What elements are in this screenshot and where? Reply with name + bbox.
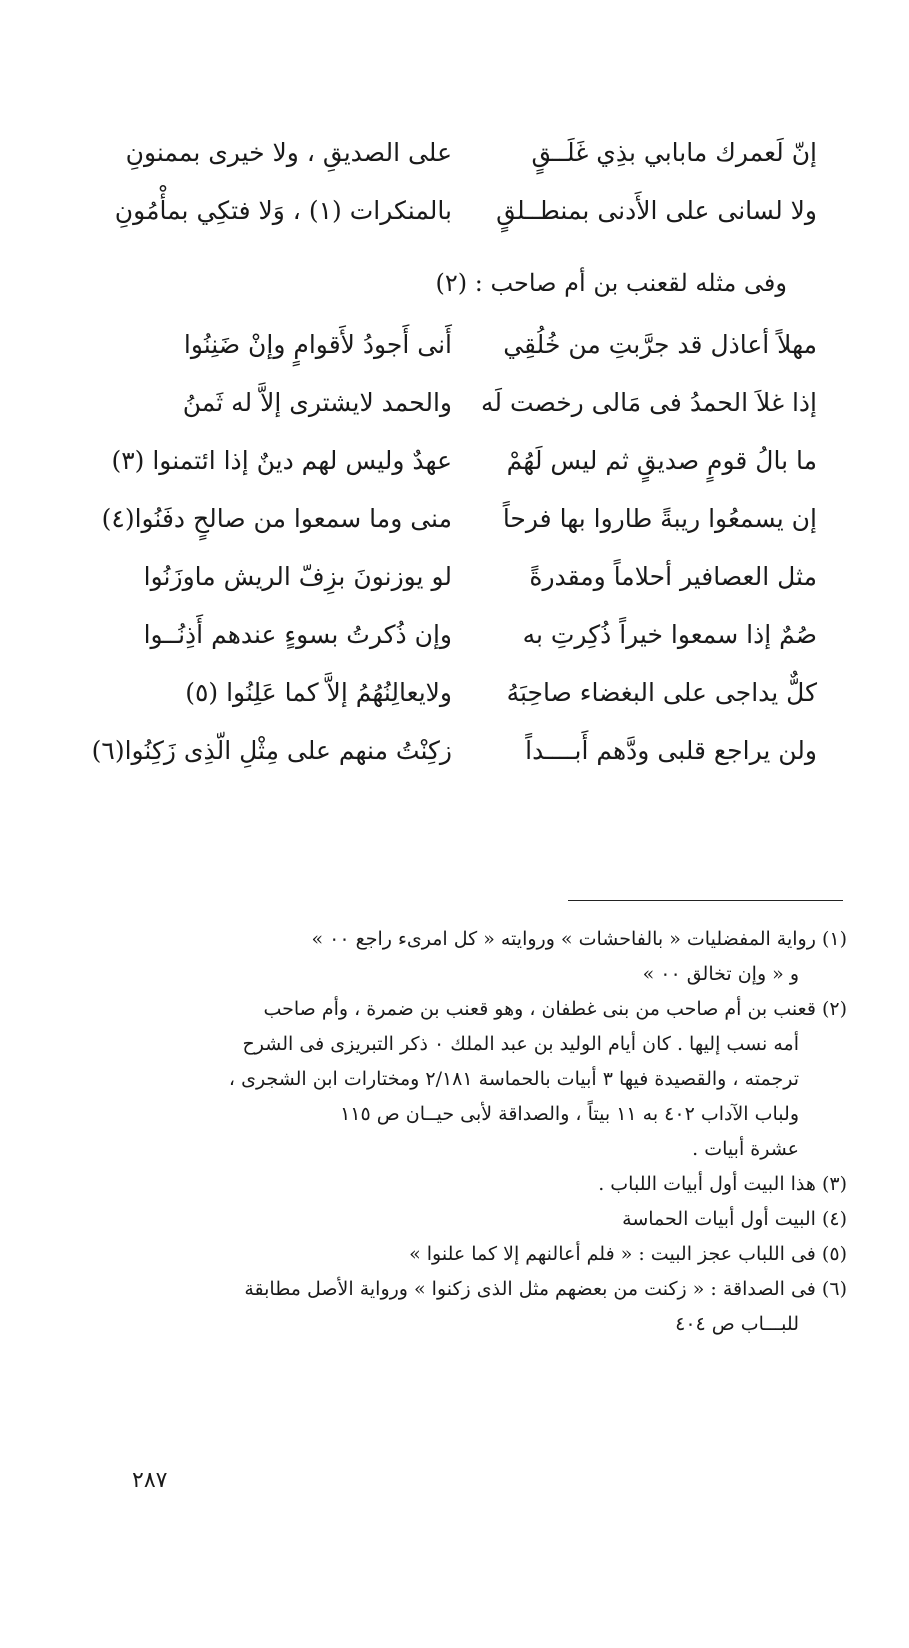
intro-line: وفى مثله لقعنب بن أم صاحب : (٢) (435, 269, 787, 297)
verse-row (87, 432, 817, 490)
footnote-separator-rule (568, 900, 843, 901)
verse-second-hemistich: بالمنكرات (١) ، وَلا فتكِي بمأْمُونِ (114, 196, 452, 225)
verse-second-hemistich: عهدٌ وليس لهم دينٌ إذا ائتمنوا (٣) (111, 446, 452, 475)
footnote-line: (٦) فى الصداقة : « زكنت من بعضهم مثل الذى زكنوا » ورواية الأصل مطابقة (244, 1278, 847, 1300)
verse-second-hemistich: منى وما سمعوا من صالحٍ دفَنُوا(٤) (101, 504, 452, 533)
footnote-2 (87, 992, 847, 1167)
footnote-line: و « وإن تخالق ٠٠ » (642, 963, 799, 985)
footnotes-block (87, 922, 847, 1342)
verse-row (87, 124, 817, 182)
verse-row (87, 490, 817, 548)
poem-top-block (87, 124, 817, 240)
verse-first-hemistich: إن يسمعُوا ريبةً طاروا بها فرحاً (502, 504, 817, 533)
verse-row (87, 316, 817, 374)
footnote-1 (87, 922, 847, 992)
verse-first-hemistich: كلٌّ يداجى على البغضاء صاحِبَهُ (506, 678, 817, 707)
footnote-line: (٣) هذا البيت أول أبيات اللباب . (598, 1173, 847, 1195)
verse-second-hemistich: زكِنْتُ منهم على مِثْلِ الّذِى زَكِنُوا(٦) (91, 736, 452, 765)
footnote-line: (٤) البيت أول أبيات الحماسة (622, 1208, 847, 1230)
footnote-4 (87, 1202, 847, 1237)
verse-first-hemistich: صُمٌ إذا سمعوا خيراً ذُكِرتِ به (522, 620, 817, 649)
verse-second-hemistich: أَنى أَجودُ لأَقوامٍ وإنْ ضَنِنُوا (183, 330, 452, 359)
verse-row (87, 374, 817, 432)
footnote-3 (87, 1167, 847, 1202)
verse-row (87, 548, 817, 606)
verse-second-hemistich: وإن ذُكرتُ بسوءٍ عندهم أَذِنُــوا (143, 620, 452, 649)
footnote-line: (١) رواية المفضليات « بالفاحشات » وروايته « كل امرىء راجع ٠٠ » (311, 928, 847, 950)
verse-first-hemistich: مثل العصافير أحلاماً ومقدرةً (529, 562, 817, 591)
footnote-line: ترجمته ، والقصيدة فيها ٣ أبيات بالحماسة ٢/١٨١ ومختارات ابن الشجرى ، (228, 1068, 799, 1090)
verse-second-hemistich: لو يوزنونَ بزِفّ الريش ماوزَنُوا (143, 562, 452, 591)
verse-first-hemistich: إنّ لَعمرك مابابي بذِي غَلَــقٍ (531, 138, 817, 167)
footnote-line: (٢) قعنب بن أم صاحب من بنى غطفان ، وهو قعنب بن ضمرة ، وأم صاحب (263, 998, 847, 1020)
verse-row (87, 722, 817, 780)
verse-row (87, 664, 817, 722)
footnote-line: عشرة أبيات . (692, 1138, 799, 1160)
page-number: ٢٨٧ (132, 1468, 168, 1493)
footnote-line: أمه نسب إليها . كان أيام الوليد بن عبد الملك ٠ ذكر التبريزى فى الشرح (242, 1033, 799, 1055)
verse-second-hemistich: ولايعالِنُهُمُ إلاَّ كما عَلِنُوا (٥) (185, 678, 452, 707)
verse-second-hemistich: على الصديقِ ، ولا خيرى بممنونِ (125, 138, 452, 167)
verse-row (87, 182, 817, 240)
footnote-line: ولباب الآداب ٤٠٢ به ١١ بيتاً ، والصداقة لأبى حيــان ص ١١٥ (340, 1103, 799, 1125)
footnote-6 (87, 1272, 847, 1342)
footnote-line: للبـــاب ص ٤٠٤ (675, 1313, 799, 1335)
verse-row (87, 606, 817, 664)
footnote-line: (٥) فى اللباب عجز البيت : « فلم أعالنهم إلا كما علنوا » (409, 1243, 847, 1265)
verse-second-hemistich: والحمد لايشترى إلاَّ له ثَمنُ (182, 388, 452, 417)
verse-first-hemistich: إذا غلاَ الحمدُ فى مَالى رخصت لَه (481, 388, 817, 417)
verse-first-hemistich: ولن يراجع قلبى ودَّهم أَبــــداً (525, 736, 817, 765)
verse-first-hemistich: ولا لسانى على الأَدنى بمنطــلقٍ (496, 196, 817, 225)
poem-main-block (87, 316, 817, 780)
verse-first-hemistich: مهلاً أعاذل قد جرَّبتِ من خُلُقِي (503, 330, 817, 359)
footnote-5 (87, 1237, 847, 1272)
verse-first-hemistich: ما بالُ قومٍ صديقٍ ثم ليس لَهُمْ (506, 446, 817, 475)
